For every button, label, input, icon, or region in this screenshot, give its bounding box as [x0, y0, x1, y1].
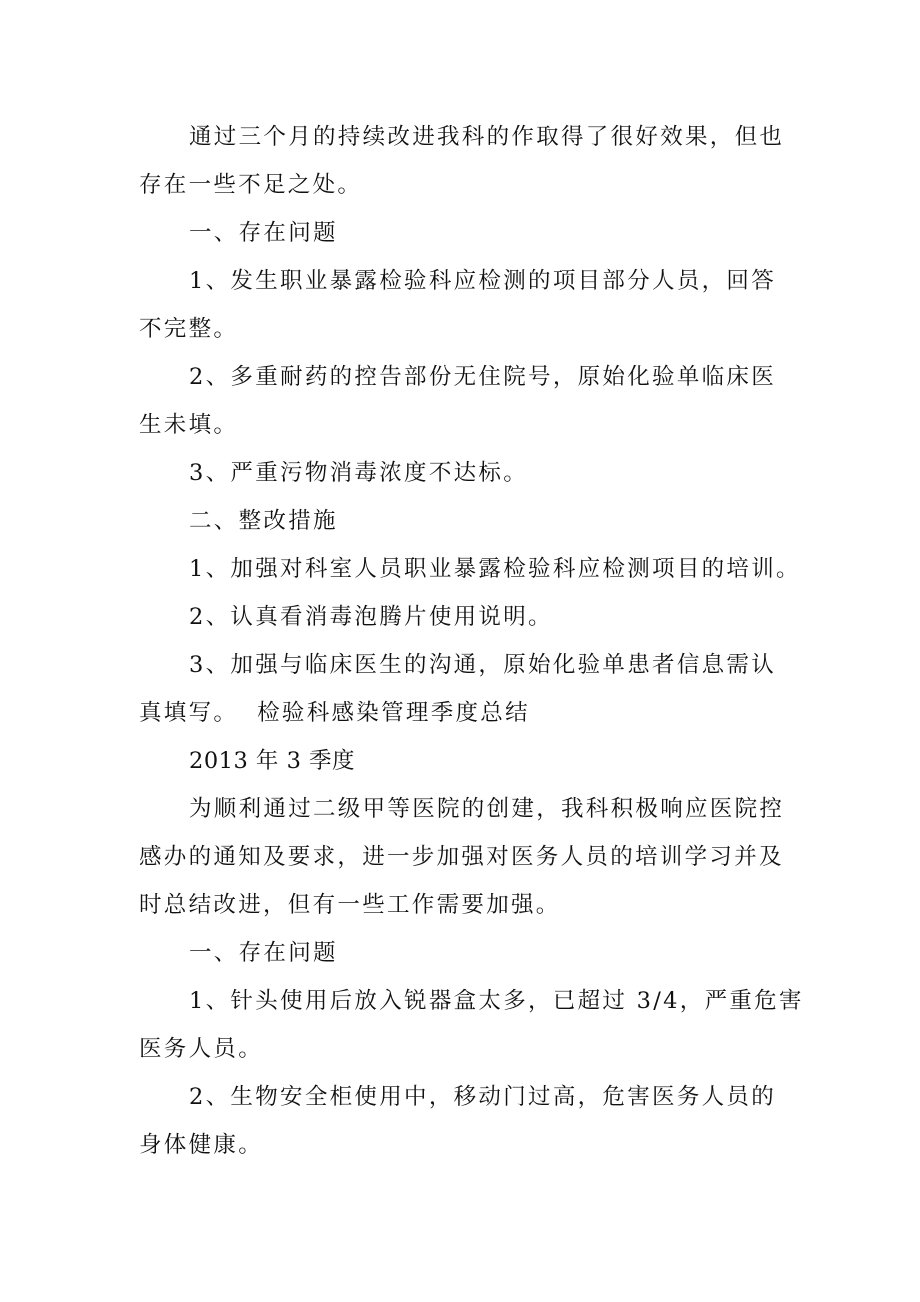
paragraph-line: 生未填。 — [139, 412, 239, 438]
paragraph-line: 身体健康。 — [139, 1132, 264, 1158]
paragraph-line: 存在一些不足之处。 — [139, 172, 363, 198]
paragraph-line: 1、发生职业暴露检验科应检测的项目部分人员，回答 — [189, 268, 777, 294]
paragraph-line: 不完整。 — [139, 316, 239, 342]
paragraph-line: 感办的通知及要求，进一步加强对医务人员的培训学习并及 — [139, 844, 784, 870]
paragraph-line: 真填写。 检验科感染管理季度总结 — [139, 700, 530, 726]
paragraph-line: 2、认真看消毒泡腾片使用说明。 — [189, 604, 553, 630]
paragraph-line: 医务人员。 — [139, 1036, 264, 1062]
date-line: 2013 年 3 季度 — [189, 748, 356, 774]
paragraph-line: 3、严重污物消毒浓度不达标。 — [189, 460, 529, 486]
paragraph-line: 通过三个月的持续改进我科的作取得了很好效果，但也 — [189, 124, 785, 150]
section-heading: 一、存在问题 — [189, 940, 338, 966]
paragraph-line: 2、生物安全柜使用中，移动门过高，危害医务人员的 — [189, 1084, 777, 1110]
section-heading: 一、存在问题 — [189, 220, 338, 246]
paragraph-line: 1、针头使用后放入锐器盒太多，已超过 3/4，严重危害 — [189, 988, 804, 1014]
section-heading: 二、整改措施 — [189, 508, 338, 534]
paragraph-line: 时总结改进，但有一些工作需要加强。 — [139, 892, 561, 918]
paragraph-line: 1、加强对科室人员职业暴露检验科应检测项目的培训。 — [189, 556, 801, 582]
paragraph-line: 2、多重耐药的控告部份无住院号，原始化验单临床医 — [189, 364, 777, 390]
paragraph-line: 为顺利通过二级甲等医院的创建，我科积极响应医院控 — [189, 796, 785, 822]
paragraph-line: 3、加强与临床医生的沟通，原始化验单患者信息需认 — [189, 652, 777, 678]
